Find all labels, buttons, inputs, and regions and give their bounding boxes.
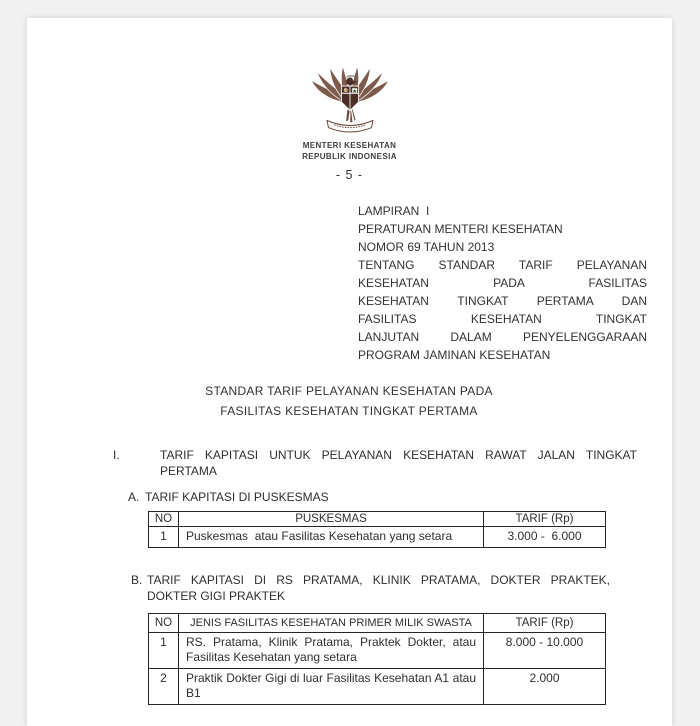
document-title-line: STANDAR TARIF PELAYANAN KESEHATAN PADA (205, 384, 493, 398)
section-1-heading (160, 447, 637, 479)
cell-description-line: Fasilitas Kesehatan yang setara (186, 650, 357, 664)
lampiran-about-line: KESEHATAN PADA FASILITAS (358, 276, 647, 290)
section-1-heading-line: PERTAMA (160, 464, 217, 478)
subsection-a-heading: TARIF KAPITASI DI PUSKESMAS (145, 490, 329, 504)
col-header-jenis-fasilitas: JENIS FASILITAS KESEHATAN PRIMER MILIK SWASTA (179, 614, 484, 633)
cell-description-line: RS. Pratama, Klinik Pratama, Praktek Dokter, atau (186, 635, 476, 649)
garuda-pancasila-emblem (307, 60, 393, 138)
lampiran-regulation: PERATURAN MENTERI KESEHATAN (358, 222, 563, 236)
lampiran-about-line: KESEHATAN TINGKAT PERTAMA DAN (358, 294, 647, 308)
table-row (149, 669, 606, 705)
cell-no: 1 (149, 633, 179, 669)
cell-no: 1 (149, 527, 179, 548)
document-page (27, 18, 672, 726)
cell-description-line: Praktik Dokter Gigi di luar Fasilitas Kesehatan A1 atau (186, 671, 476, 685)
col-header-no: NO (149, 512, 179, 527)
subsection-b (131, 573, 610, 604)
letterhead-title (27, 140, 672, 162)
lampiran-block (358, 202, 647, 364)
cell-description: Puskesmas atau Fasilitas Kesehatan yang setara (179, 527, 484, 548)
col-header-tarif: TARIF (Rp) (484, 512, 606, 527)
table-header-row (149, 614, 606, 633)
table-row (149, 633, 606, 669)
cell-no: 2 (149, 669, 179, 705)
cell-description (179, 633, 484, 669)
republic-name: REPUBLIK INDONESIA (302, 152, 397, 161)
table-row (149, 527, 606, 548)
lampiran-number: NOMOR 69 TAHUN 2013 (358, 240, 495, 254)
kapitasi-swasta-table (148, 613, 606, 705)
subsection-b-heading-line: DOKTER GIGI PRAKTEK (147, 588, 286, 603)
subsection-b-label: B. (131, 573, 143, 587)
section-1-number: I. (113, 448, 120, 462)
page-number: - 5 - (335, 168, 364, 182)
subsection-a-label: A. (128, 490, 140, 504)
cell-tarif: 3.000 - 6.000 (484, 527, 606, 548)
cell-description-line: B1 (186, 686, 201, 700)
section-1 (113, 447, 637, 479)
col-header-puskesmas: PUSKESMAS (179, 512, 484, 527)
lampiran-about-line: TENTANG STANDAR TARIF PELAYANAN (358, 258, 647, 272)
lampiran-about-line: PROGRAM JAMINAN KESEHATAN (358, 348, 551, 362)
col-header-no: NO (149, 614, 179, 633)
lampiran-heading: LAMPIRAN I (358, 204, 430, 218)
lampiran-about-line: LANJUTAN DALAM PENYELENGGARAAN (358, 330, 647, 344)
letterhead-crest (27, 60, 672, 143)
subsection-a (128, 490, 615, 506)
col-header-tarif: TARIF (Rp) (484, 614, 606, 633)
table-header-row (149, 512, 606, 527)
cell-description (179, 669, 484, 705)
subsection-b-heading (147, 573, 610, 604)
ministry-name: MENTERI KESEHATAN (302, 141, 397, 150)
kapitasi-puskesmas-table (148, 511, 606, 548)
subsection-b-heading-line: TARIF KAPITASI DI RS PRATAMA, KLINIK PRATAMA, DOKTER PRAKTEK, (147, 573, 610, 587)
document-title (103, 381, 595, 421)
document-title-line: FASILITAS KESEHATAN TINGKAT PERTAMA (220, 404, 478, 418)
section-1-heading-line: TARIF KAPITASI UNTUK PELAYANAN KESEHATAN RAWAT JALAN TINGKAT (160, 448, 637, 462)
lampiran-about-line: FASILITAS KESEHATAN TINGKAT (358, 312, 647, 326)
cell-tarif: 2.000 (484, 669, 606, 705)
cell-tarif: 8.000 - 10.000 (484, 633, 606, 669)
